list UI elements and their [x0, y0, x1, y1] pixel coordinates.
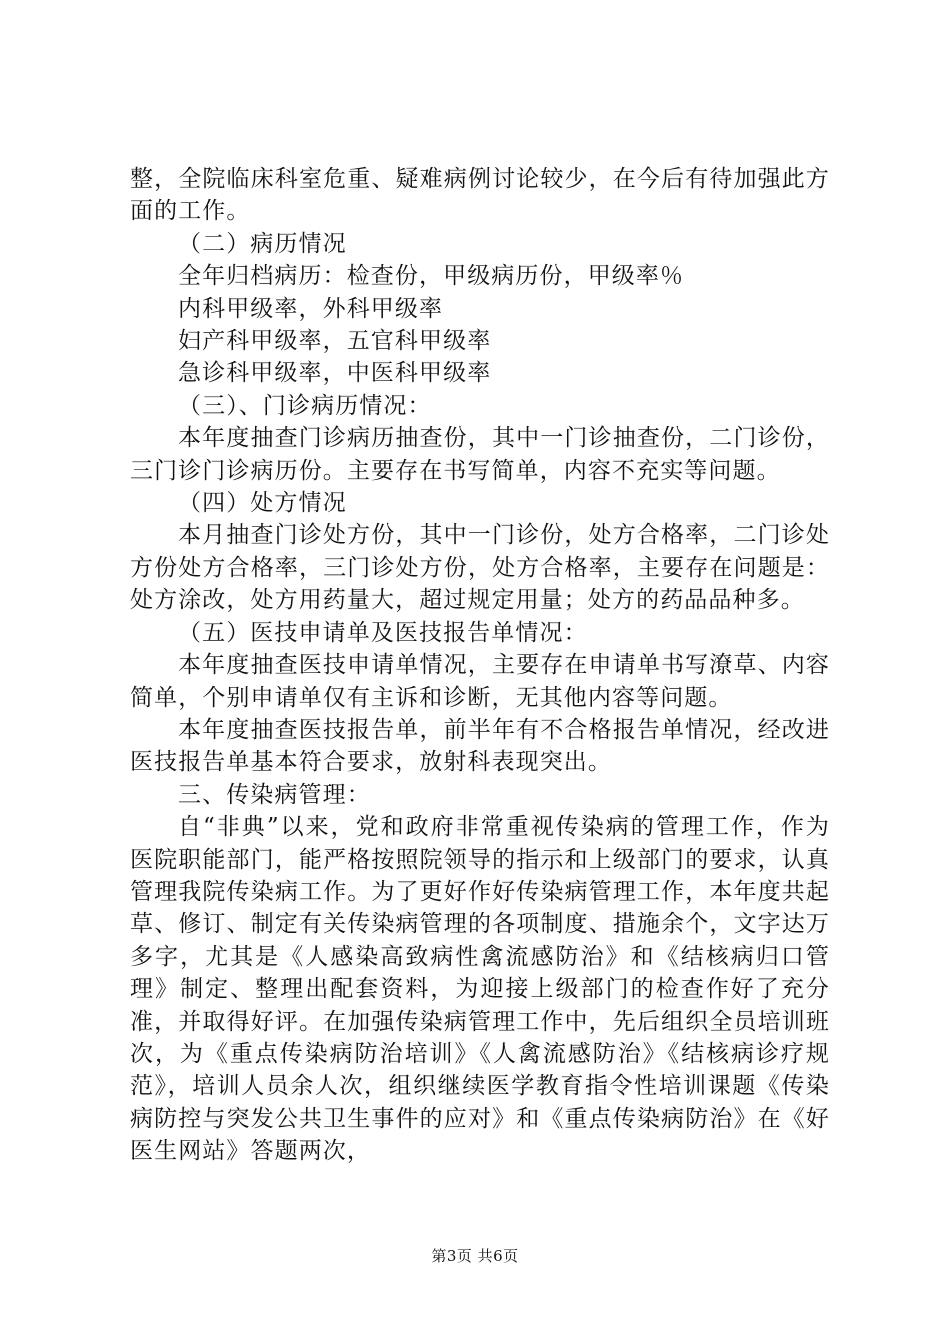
paragraph-lab-reports: 本年度抽查医技报告单，前半年有不合格报告单情况，经改进医技报告单基本符合要求，放射科表现突出。 [130, 716, 830, 776]
paragraph-outpatient-records: 本年度抽查门诊病历抽查份，其中一门诊抽查份，二门诊份，三门诊门诊病历份。主要存在书写简单，内容不充实等问题。 [130, 425, 830, 484]
document-body [130, 163, 830, 1168]
paragraph-prescriptions: 本月抽查门诊处方份，其中一门诊份，处方合格率，二门诊处方份处方合格率，三门诊处方份，处方合格率，主要存在问题是：处方涂改，处方用药量大，超过规定用量；处方的药品品种多。 [130, 522, 830, 614]
page-footer: 第3页 共6页 [431, 1247, 519, 1265]
section-heading-outpatient-records: （三）、门诊病历情况： [178, 392, 432, 419]
section-heading-lab-forms: （五）医技申请单及医技报告单情况： [178, 619, 588, 646]
paragraph-emergency-tcm-rate: 急诊科甲级率，中医科甲级率 [178, 360, 492, 387]
paragraph-archived-records: 全年归档病历：检查份，甲级病历份，甲级率％ [178, 263, 685, 290]
paragraph-lab-requests: 本年度抽查医技申请单情况，主要存在申请单书写潦草、内容简单，个别申请单仅有主诉和诊断，无其他内容等问题。 [130, 652, 830, 711]
section-heading-infectious-disease: 三、传染病管理： [178, 781, 371, 808]
section-heading-medical-records: （二）病历情况 [178, 230, 347, 257]
paragraph-obstetrics-ent-rate: 妇产科甲级率，五官科甲级率 [178, 328, 492, 355]
paragraph-internal-surgery-rate: 内科甲级率，外科甲级率 [178, 295, 444, 322]
section-heading-prescriptions: （四）处方情况 [178, 490, 347, 517]
paragraph-continuation: 整，全院临床科室危重、疑难病例讨论较少，在今后有待加强此方面的工作。 [130, 166, 830, 225]
paragraph-infectious-disease: 自“非典”以来，党和政府非常重视传染病的管理工作，作为医院职能部门，能严格按照院领导的指示和上级部门的要求，认真管理我院传染病工作。为了更好作好传染病管理工作，本年度共起草、修订、制定有关传染病管理的各项制度、措施余个，文字达万多字，尤其是《人感染高致病性禽流感防治》和《结核病归口管理》制定、整理出配套资料，为迎接上级部门的检查作好了充分准，并取得好评。在加强传染病管理工作中，先后组织全员培训班次，为《重点传染病防治培训》《人禽流感防治》《结核病诊疗规范》，培训人员余人次，组织继续医学教育指令性培训课题《传染病防控与突发公共卫生事件的应对》和《重点传染病防治》在《好医生网站》答题两次， [130, 814, 830, 1165]
